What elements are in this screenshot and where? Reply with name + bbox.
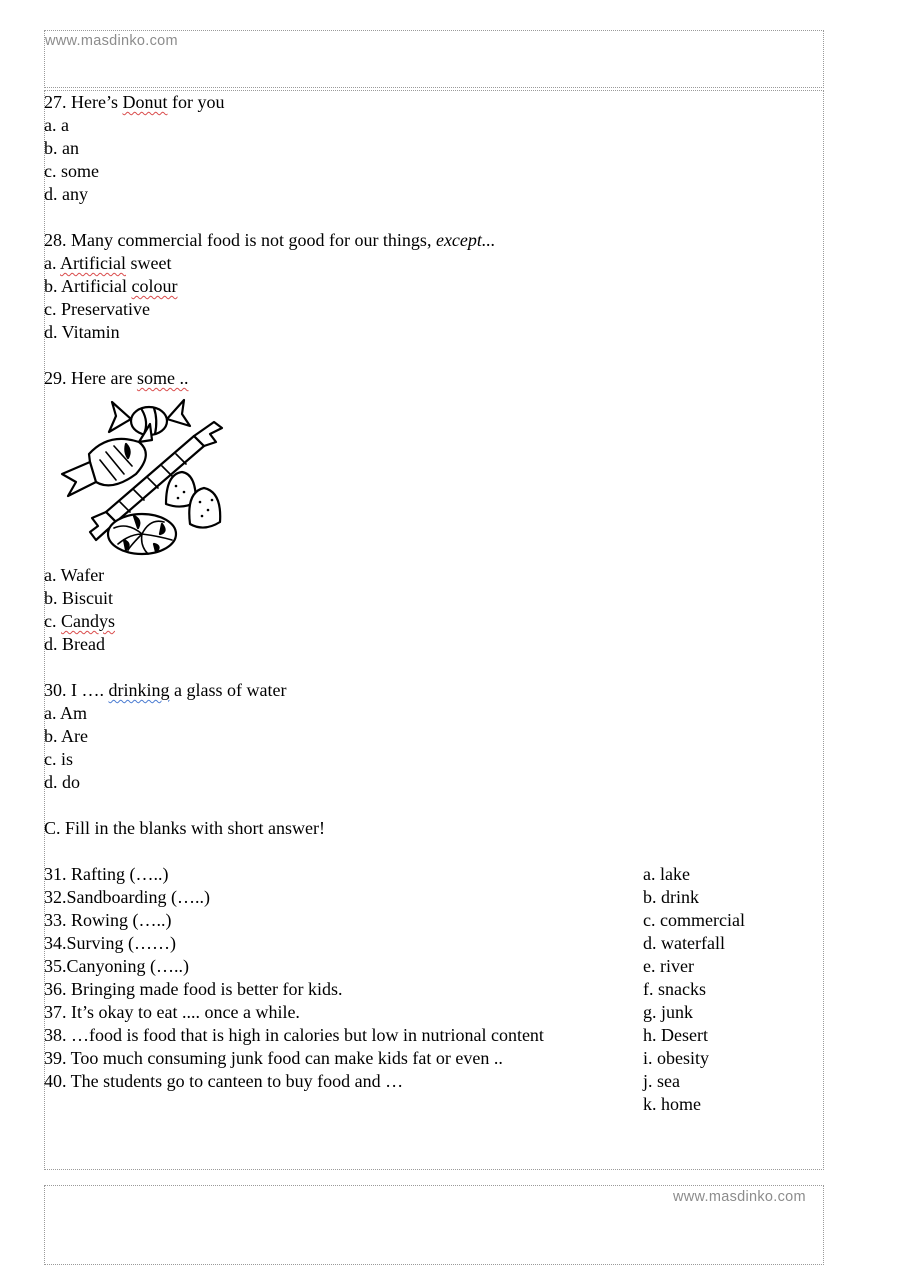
- option: c. Preservative: [44, 299, 150, 319]
- question-27: [44, 91, 804, 114]
- matching-answer: b. drink: [643, 887, 699, 907]
- option: c. is: [44, 749, 73, 769]
- question-30-word: drinking: [108, 680, 170, 700]
- matching-question: 32.Sandboarding (…..): [44, 887, 210, 907]
- matching-answer: j. sea: [643, 1071, 680, 1091]
- question-27-word: Donut: [122, 92, 168, 112]
- matching-answer: d. waterfall: [643, 933, 725, 953]
- section-c-title: C. Fill in the blanks with short answer!: [44, 818, 325, 838]
- matching-question: 34.Surving (……): [44, 933, 176, 953]
- option: a. a: [44, 115, 69, 135]
- matching-answer: f. snacks: [643, 979, 706, 999]
- matching-question: 40. The students go to canteen to buy food and …: [44, 1071, 404, 1091]
- question-28-except: except...: [435, 230, 496, 250]
- option: c. some: [44, 161, 99, 181]
- matching-answer: c. commercial: [643, 910, 745, 930]
- matching-answer: i. obesity: [643, 1048, 709, 1068]
- footer-site-url: www.masdinko.com: [673, 1189, 806, 1205]
- option: b. an: [44, 138, 79, 158]
- option: a. Wafer: [44, 565, 105, 585]
- matching-answer: g. junk: [643, 1002, 694, 1022]
- matching-questions: [44, 863, 634, 1093]
- candy-illustration: [44, 390, 804, 564]
- matching-answer: a. lake: [643, 864, 690, 884]
- option: b. Are: [44, 726, 88, 746]
- option: d. do: [44, 772, 80, 792]
- matching-answers: [643, 863, 813, 1116]
- question-28-text: 28. Many commercial food is not good for our things,: [44, 230, 436, 250]
- question-30-rest: a glass of water: [169, 680, 287, 700]
- question-29-word: some ..: [136, 368, 189, 388]
- matching-answer: k. home: [643, 1094, 701, 1114]
- matching-question: 38. …food is food that is high in calories but low in nutrional content: [44, 1025, 544, 1045]
- matching-question: 39. Too much consuming junk food can make kids fat or even ..: [44, 1048, 503, 1068]
- matching-question: 31. Rafting (…..): [44, 864, 169, 884]
- question-29: [44, 367, 804, 390]
- option: d. Vitamin: [44, 322, 120, 342]
- option: b. Biscuit: [44, 588, 114, 608]
- question-27-text: 27. Here’s: [44, 92, 123, 112]
- matching-question: 33. Rowing (…..): [44, 910, 172, 930]
- option: a. Artificial sweet: [44, 253, 172, 273]
- question-30-text: 30. I ….: [44, 680, 109, 700]
- question-27-rest: for you: [167, 92, 225, 112]
- option: b. Artificial colour: [44, 276, 178, 296]
- option: d. any: [44, 184, 88, 204]
- matching-question: 36. Bringing made food is better for kids.: [44, 979, 343, 999]
- option: d. Bread: [44, 634, 105, 654]
- matching-question: 37. It’s okay to eat .... once a while.: [44, 1002, 300, 1022]
- question-29-text: 29. Here are: [44, 368, 137, 388]
- matching-question: 35.Canyoning (…..): [44, 956, 189, 976]
- matching-answer: e. river: [643, 956, 694, 976]
- option: a. Am: [44, 703, 87, 723]
- option: c. Candys: [44, 611, 115, 631]
- question-30: [44, 679, 804, 702]
- worksheet-content: [44, 91, 804, 1139]
- matching-section: [44, 863, 804, 1139]
- header-site-url: www.masdinko.com: [45, 33, 178, 49]
- matching-answer: h. Desert: [643, 1025, 708, 1045]
- question-28: [44, 229, 804, 252]
